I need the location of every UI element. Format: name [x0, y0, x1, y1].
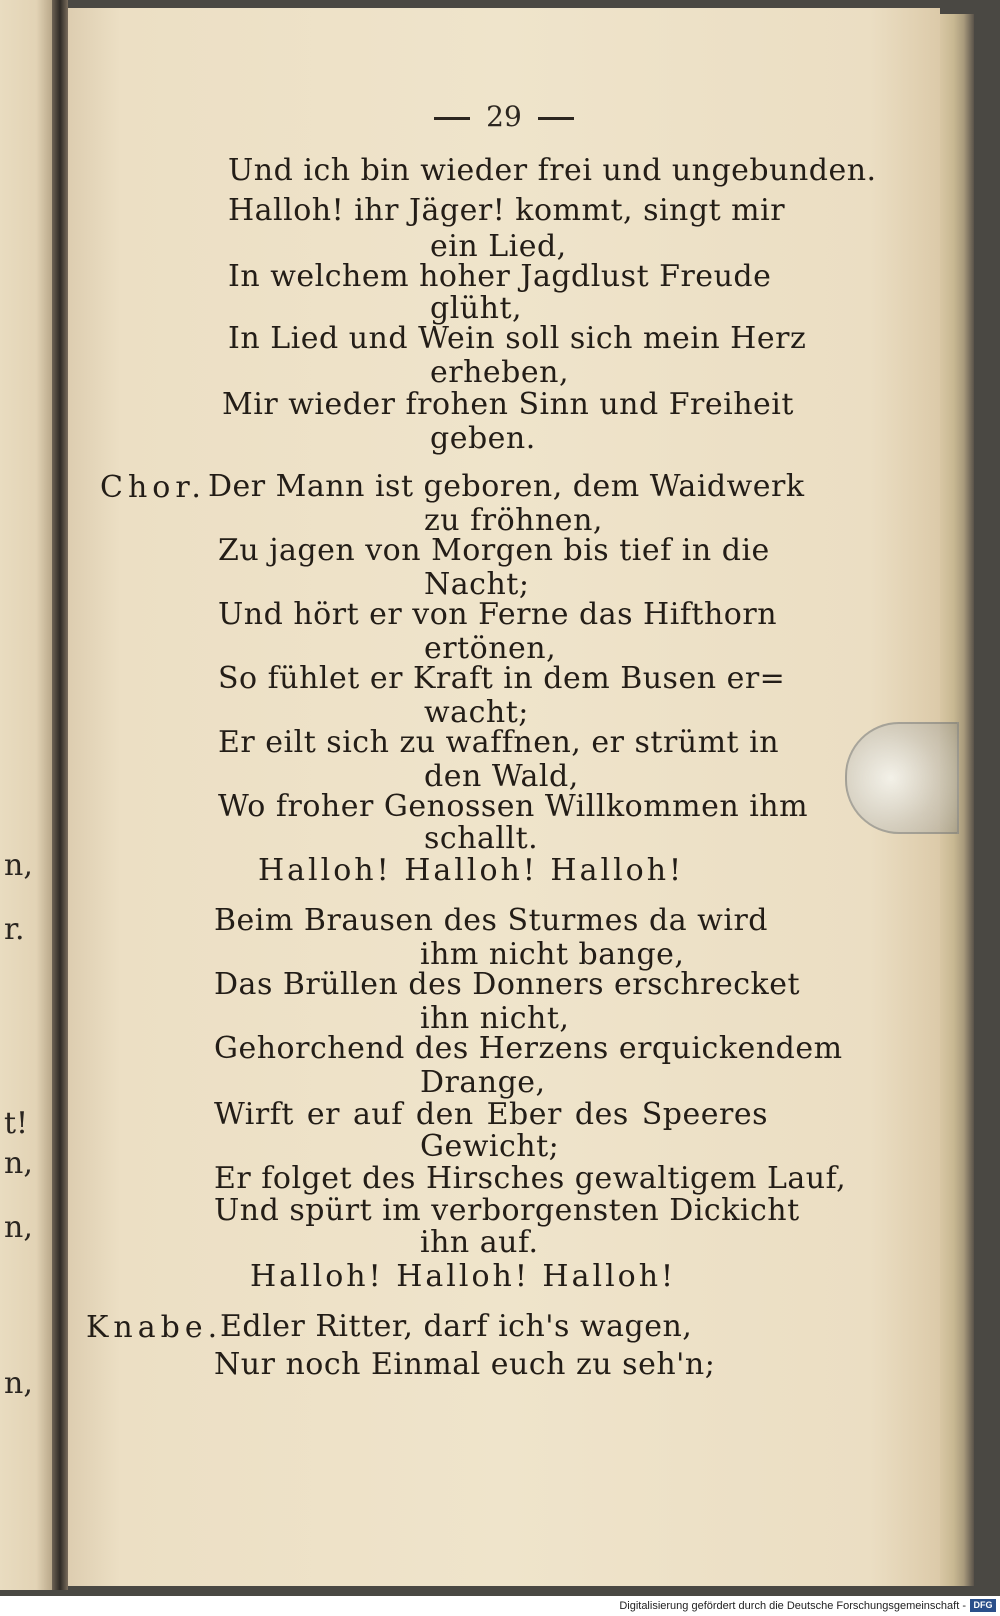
verse-line: Beim Brausen des Sturmes da wird: [214, 903, 768, 938]
verse-line: wacht;: [424, 695, 529, 730]
verse-line: ertönen,: [424, 631, 557, 666]
left-fragment: n,: [4, 1146, 33, 1181]
verse-line: ihn auf.: [420, 1225, 539, 1260]
verse-line: Mir wieder frohen Sinn und Freiheit: [222, 387, 794, 422]
verse-line: Nur noch Einmal euch zu seh'n;: [214, 1347, 716, 1382]
verse-line: Er eilt sich zu waffnen, er strümt in: [218, 725, 780, 760]
refrain-line: Halloh! Halloh! Halloh!: [258, 853, 685, 888]
page-number: 29: [486, 100, 522, 133]
verse-line: geben.: [430, 421, 536, 456]
verse-line: Wo froher Genossen Willkommen ihm: [218, 789, 809, 824]
verse-line: Und hört er von Ferne das Hifthorn: [218, 597, 778, 632]
verse-line: ihn nicht,: [420, 1001, 570, 1036]
verse-line: schallt.: [424, 821, 539, 856]
footer-credit: Digitalisierung gefördert durch die Deutsche Forschungsgemeinschaft -: [619, 1600, 966, 1612]
verse-line: Gehorchend des Herzens erquickendem: [214, 1031, 843, 1066]
verse-line: ihm nicht bange,: [420, 937, 685, 972]
verse-line: In Lied und Wein soll sich mein Herz: [228, 321, 807, 356]
header-dash-right: [538, 117, 574, 120]
verse-line: Halloh! ihr Jäger! kommt, singt mir: [228, 193, 786, 228]
verse-line: Nacht;: [424, 567, 530, 602]
verse-line: So fühlet er Kraft in dem Busen er=: [218, 661, 786, 696]
verse-line: Edler Ritter, darf ich's wagen,: [220, 1309, 693, 1344]
header-dash-left: [434, 117, 470, 120]
left-fragment: r.: [4, 912, 25, 947]
verse-line: zu fröhnen,: [424, 503, 603, 538]
verse-line: Und ich bin wieder frei und ungebunden.: [228, 153, 877, 188]
book-gutter: [52, 0, 68, 1590]
verse-line: Drange,: [420, 1065, 546, 1100]
left-fragment: t!: [4, 1106, 29, 1141]
left-page-margin: [0, 0, 52, 1590]
verse-line: erheben,: [430, 355, 569, 390]
verse-line: Zu jagen von Morgen bis tief in die: [218, 533, 770, 568]
refrain-line: Halloh! Halloh! Halloh!: [250, 1259, 677, 1294]
verse-line: Wirft er auf den Eber des Speeres: [214, 1097, 768, 1132]
page-clip: [845, 722, 959, 834]
dfg-logo-icon: DFG: [970, 1599, 996, 1612]
left-fragment: n,: [4, 1210, 33, 1245]
verse-line: Er folget des Hirsches gewaltigem Lauf,: [214, 1161, 847, 1196]
speaker-chor: Chor.: [100, 470, 206, 505]
speaker-knabe: Knabe.: [86, 1310, 223, 1345]
left-fragment: n,: [4, 848, 33, 883]
verse-line: In welchem hoher Jagdlust Freude: [228, 259, 772, 294]
verse-line: den Wald,: [424, 759, 579, 794]
verse-line: glüht,: [430, 291, 523, 326]
verse-line: Der Mann ist geboren, dem Waidwerk: [208, 469, 805, 504]
verse-line: Und spürt im verborgensten Dickicht: [214, 1193, 800, 1228]
verse-line: Das Brüllen des Donners erschrecket: [214, 967, 801, 1002]
left-fragment: n,: [4, 1366, 33, 1401]
verse-line: ein Lied,: [430, 229, 567, 264]
page-header: [68, 100, 940, 133]
footer-bar: [0, 1596, 1000, 1616]
book-page: [68, 8, 940, 1586]
verse-line: Gewicht;: [420, 1129, 560, 1164]
